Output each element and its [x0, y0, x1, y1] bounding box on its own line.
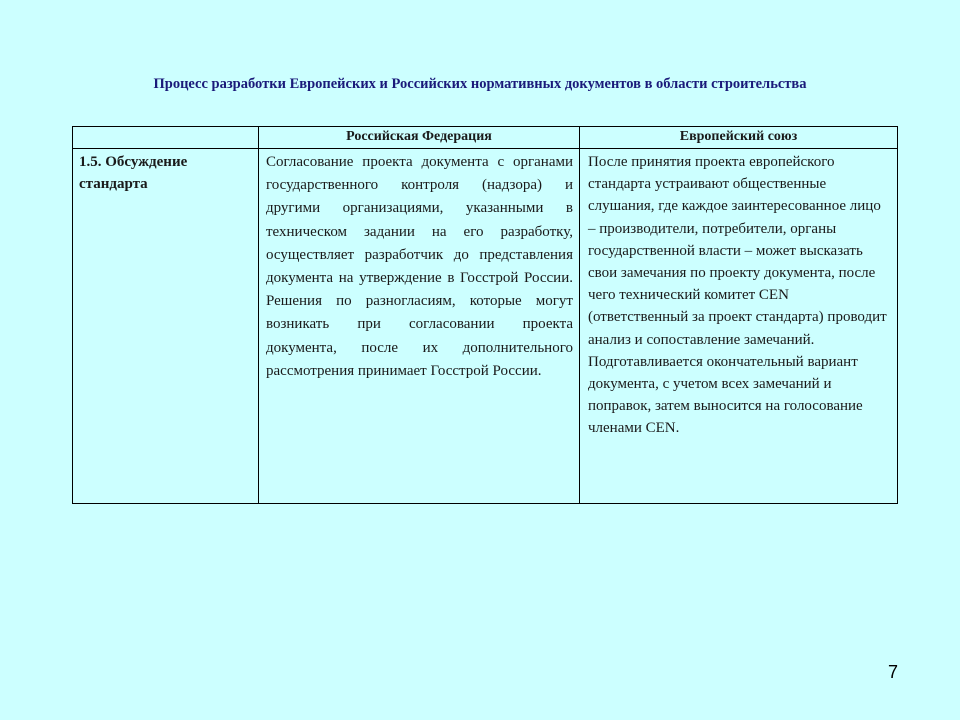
header-russian-federation: Российская Федерация	[259, 127, 580, 149]
comparison-table	[72, 126, 898, 504]
page-number: 7	[888, 662, 899, 682]
stage-cell: 1.5. Обсуждение стандарта	[73, 149, 259, 504]
table-header-row	[73, 127, 898, 149]
header-european-union: Европейский союз	[580, 127, 898, 149]
slide-title: Процесс разработки Европейских и Российских нормативных документов в области строительства	[153, 76, 807, 92]
header-stage	[73, 127, 259, 149]
europe-cell: После принятия проекта европейского стандарта устраивают общественные слушания, где каждое заинтересованное лицо – производители, потребители, органы государственной власти – может высказать свои замечания по проекту документа, после чего технический комитет CEN (ответственный за проект стандарта) проводит анализ и сопоставление замечаний. Подготавливается окончательный вариант документа, с учетом всех замечаний и поправок, затем выносится на голосование членами CEN.	[580, 149, 898, 504]
table-row	[73, 149, 898, 504]
russia-cell: Согласование проекта документа с органами государственного контроля (надзора) и другими организациями, указанными в техническом задании на его разработку, осуществляет разработчик до представления документа на утверждение в Госстрой России. Решения по разногласиям, которые могут возникать при согласовании проекта документа, после их дополнительного рассмотрения принимает Госстрой России.	[259, 149, 580, 504]
